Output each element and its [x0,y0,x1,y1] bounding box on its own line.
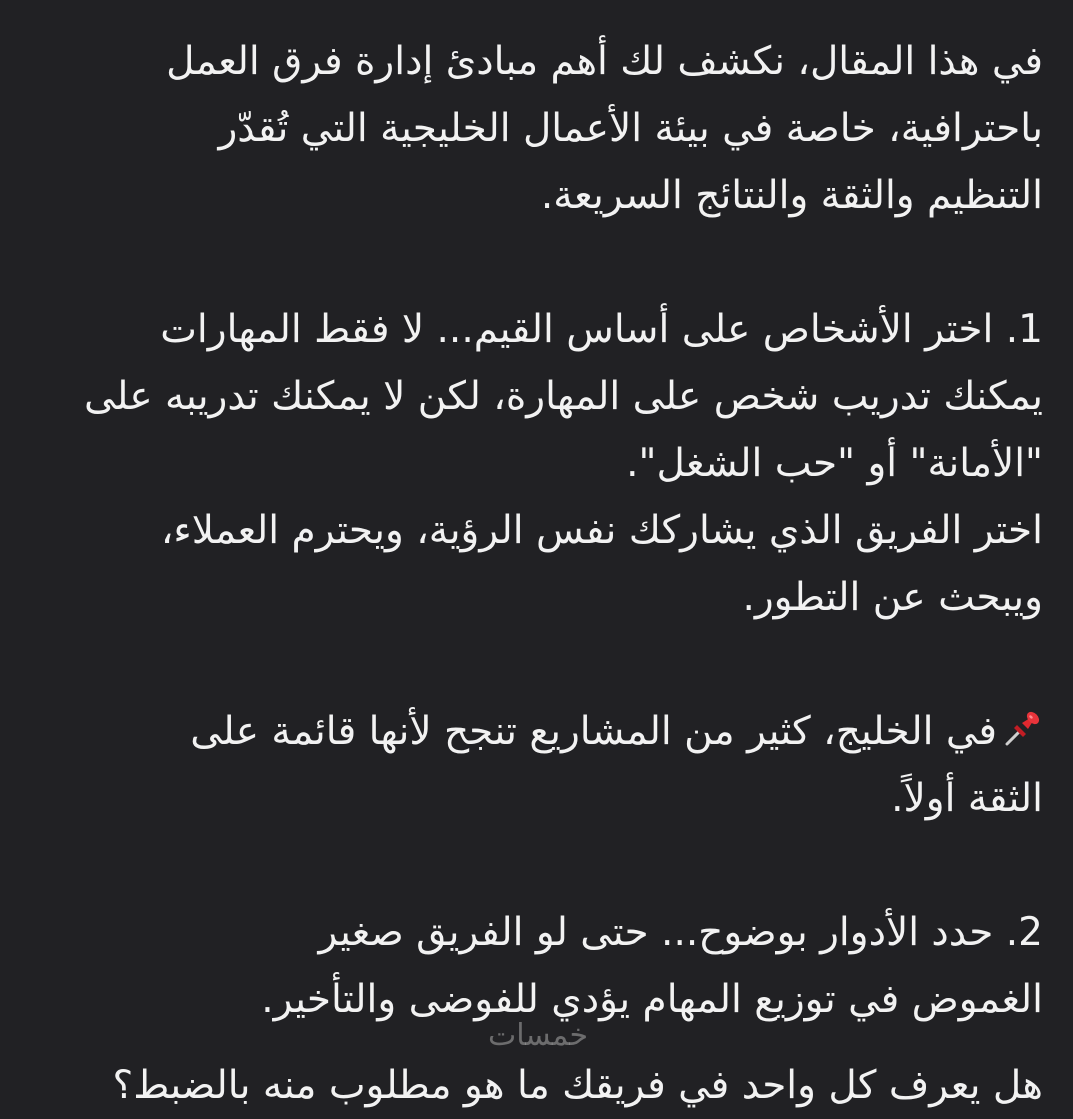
section-1-line: يمكنك تدريب شخص على المهارة، لكن لا يمكنك تدريبه على [83,374,1043,419]
paragraph-spacer [40,631,1043,698]
section-2-heading: 2. حدد الأدوار بوضوح... حتى لو الفريق صغير [318,910,1043,955]
section-1-line: ويبحث عن التطور. [742,575,1043,620]
tip-line: الثقة أولاً. [891,776,1043,821]
paragraph-spacer [40,832,1043,899]
tip-text: في الخليج، كثير من المشاريع تنجح لأنها قائمة على [190,709,997,754]
section-1-line: "الأمانة" أو "حب الشغل". [626,441,1043,486]
intro-line: في هذا المقال، نكشف لك أهم مبادئ إدارة فرق العمل [166,39,1043,84]
site-watermark: خمسات [487,1018,589,1053]
tip-line [40,698,1043,765]
paragraph-spacer [40,229,1043,296]
intro-line: باحترافية، خاصة في بيئة الأعمال الخليجية التي تُقدّر [218,106,1043,151]
section-1-line: اختر الفريق الذي يشاركك نفس الرؤية، ويحترم العملاء، [160,508,1043,553]
article-body [40,28,1043,1033]
pushpin-icon [1003,702,1043,742]
section-2-line: الغموض في توزيع المهام يؤدي للفوضى والتأخير. [261,977,1043,1022]
section-2-cut-line: هل يعرف كل واحد في فريقك ما هو مطلوب منه بالضبط؟ [112,1063,1043,1108]
intro-line: التنظيم والثقة والنتائج السريعة. [540,173,1043,218]
section-1-heading: 1. اختر الأشخاص على أساس القيم... لا فقط المهارات [160,307,1043,352]
